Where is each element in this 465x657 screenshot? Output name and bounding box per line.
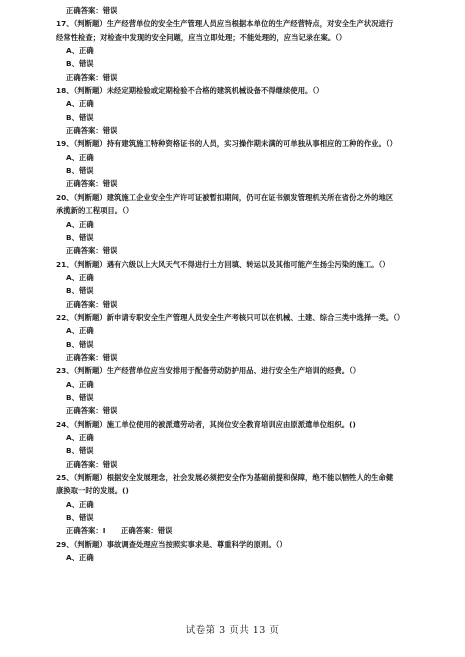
answer-option: B、错误 <box>66 339 94 349</box>
answer-option: B、错误 <box>66 286 94 296</box>
question-number: 24、 <box>56 419 74 429</box>
correct-answer: 正确答案：错误 <box>66 126 118 136</box>
question-text-span: 康换取一时的发展。() <box>56 486 129 496</box>
correct-answer: 正确答案：错误 <box>66 406 118 416</box>
question-number: 23、 <box>56 366 74 376</box>
answer-option: B、错误 <box>66 392 94 402</box>
question-item <box>56 364 429 417</box>
question-item <box>56 84 429 137</box>
answer-option: B、错误 <box>66 166 94 176</box>
question-text <box>56 418 429 431</box>
question-text-span: 承揽新的工程项目。（） <box>56 206 134 216</box>
answer-option: A、正确 <box>66 379 94 389</box>
question-text <box>56 258 429 271</box>
question-item <box>56 17 429 84</box>
question-list <box>56 17 429 564</box>
question-text <box>56 471 429 484</box>
answer-option: A、正确 <box>66 553 94 563</box>
question-text-span: （判断题）施工单位使用的被派遣劳动者，其岗位安全教育培训应由原派遣单位组织。() <box>73 419 356 429</box>
question-text-continued <box>56 484 429 497</box>
answer-option: B、错误 <box>66 59 94 69</box>
answer-option: A、正确 <box>66 152 94 162</box>
question-item <box>56 471 429 538</box>
question-text-span: （判断题）未经定期检验或定期检验不合格的建筑机械设备不得继续使用。（） <box>73 86 324 96</box>
correct-answer: 正确答案：I 正确答案：错误 <box>66 526 173 536</box>
answer-line: 正确答案：错误 <box>66 6 118 15</box>
question-text-span: （判断题）事故调查处理应当按照实事求是、尊重科学的原则。（） <box>73 539 287 549</box>
question-item <box>56 258 429 311</box>
answer-option: A、正确 <box>66 433 94 442</box>
question-number: 20、 <box>56 192 74 202</box>
question-text-continued <box>56 204 429 217</box>
question-text-span: （判断题）新申请专职安全生产管理人员安全生产考核只可以在机械、土建、综合三类中选择一类。（） <box>73 312 405 322</box>
correct-answer: 正确答案：错误 <box>66 246 118 256</box>
question-item <box>56 418 429 471</box>
question-item <box>56 137 429 190</box>
answer-option: B、错误 <box>66 232 94 242</box>
question-number: 22、 <box>56 312 74 322</box>
question-item <box>56 191 429 258</box>
question-text <box>56 191 429 204</box>
question-text <box>56 137 429 150</box>
answer-option: A、正确 <box>66 272 94 282</box>
question-number: 19、 <box>56 139 74 149</box>
answer-option: B、错误 <box>66 112 94 122</box>
question-text <box>56 311 429 324</box>
answer-option: A、正确 <box>66 46 94 56</box>
correct-answer: 正确答案：错误 <box>66 459 118 469</box>
correct-answer: 正确答案：错误 <box>66 179 118 189</box>
answer-option: A、正确 <box>66 99 94 109</box>
question-item <box>56 311 429 364</box>
answer-option: A、正确 <box>66 326 94 336</box>
question-text-span: （判断题）遇有六级以上大风天气不得进行土方回填、转运以及其他可能产生扬尘污染的施工。（） <box>73 259 390 269</box>
question-text <box>56 17 429 30</box>
question-number: 18、 <box>56 86 74 96</box>
question-text-span: 经常性检查；对检查中发现的安全问题，应当立即处理；不能处理的，应当记录在案。（） <box>56 32 347 42</box>
question-number: 25、 <box>56 473 74 483</box>
correct-answer: 正确答案：错误 <box>66 299 118 309</box>
question-text-span: （判断题）持有建筑施工特种资格证书的人员，实习操作期未满的可单独从事相应的工种的作业。（） <box>73 139 397 149</box>
answer-option: B、错误 <box>66 446 94 456</box>
question-number: 29、 <box>56 539 74 549</box>
question-text-span: （判断题）建筑施工企业安全生产许可证被暂扣期间，仍可在证书颁发管理机关所在省份之外的地区 <box>73 192 394 202</box>
question-text <box>56 84 429 97</box>
question-text <box>56 538 429 551</box>
question-text-span: （判断题）生产经营单位的安全生产管理人员应当根据本单位的生产经营特点，对安全生产状况进行 <box>73 19 394 29</box>
question-text-continued <box>56 31 429 44</box>
correct-answer: 正确答案：错误 <box>66 72 118 82</box>
question-text-span: （判断题）根据安全发展理念，社会发展必须把安全作为基础前提和保障，绝不能以牺牲人的生命健 <box>73 473 394 483</box>
correct-answer: 正确答案：错误 <box>66 352 118 362</box>
answer-option: A、正确 <box>66 219 94 229</box>
question-number: 21、 <box>56 259 74 269</box>
page-footer: 试卷第 3 页共 13 页 <box>185 625 280 636</box>
question-text <box>56 364 429 377</box>
question-number: 17、 <box>56 19 74 29</box>
answer-option: B、错误 <box>66 513 94 523</box>
question-item <box>56 538 429 565</box>
answer-option: A、正确 <box>66 499 94 509</box>
question-text-span: （判断题）生产经营单位应当安排用于配备劳动防护用品、进行安全生产培训的经费。（） <box>73 366 361 376</box>
